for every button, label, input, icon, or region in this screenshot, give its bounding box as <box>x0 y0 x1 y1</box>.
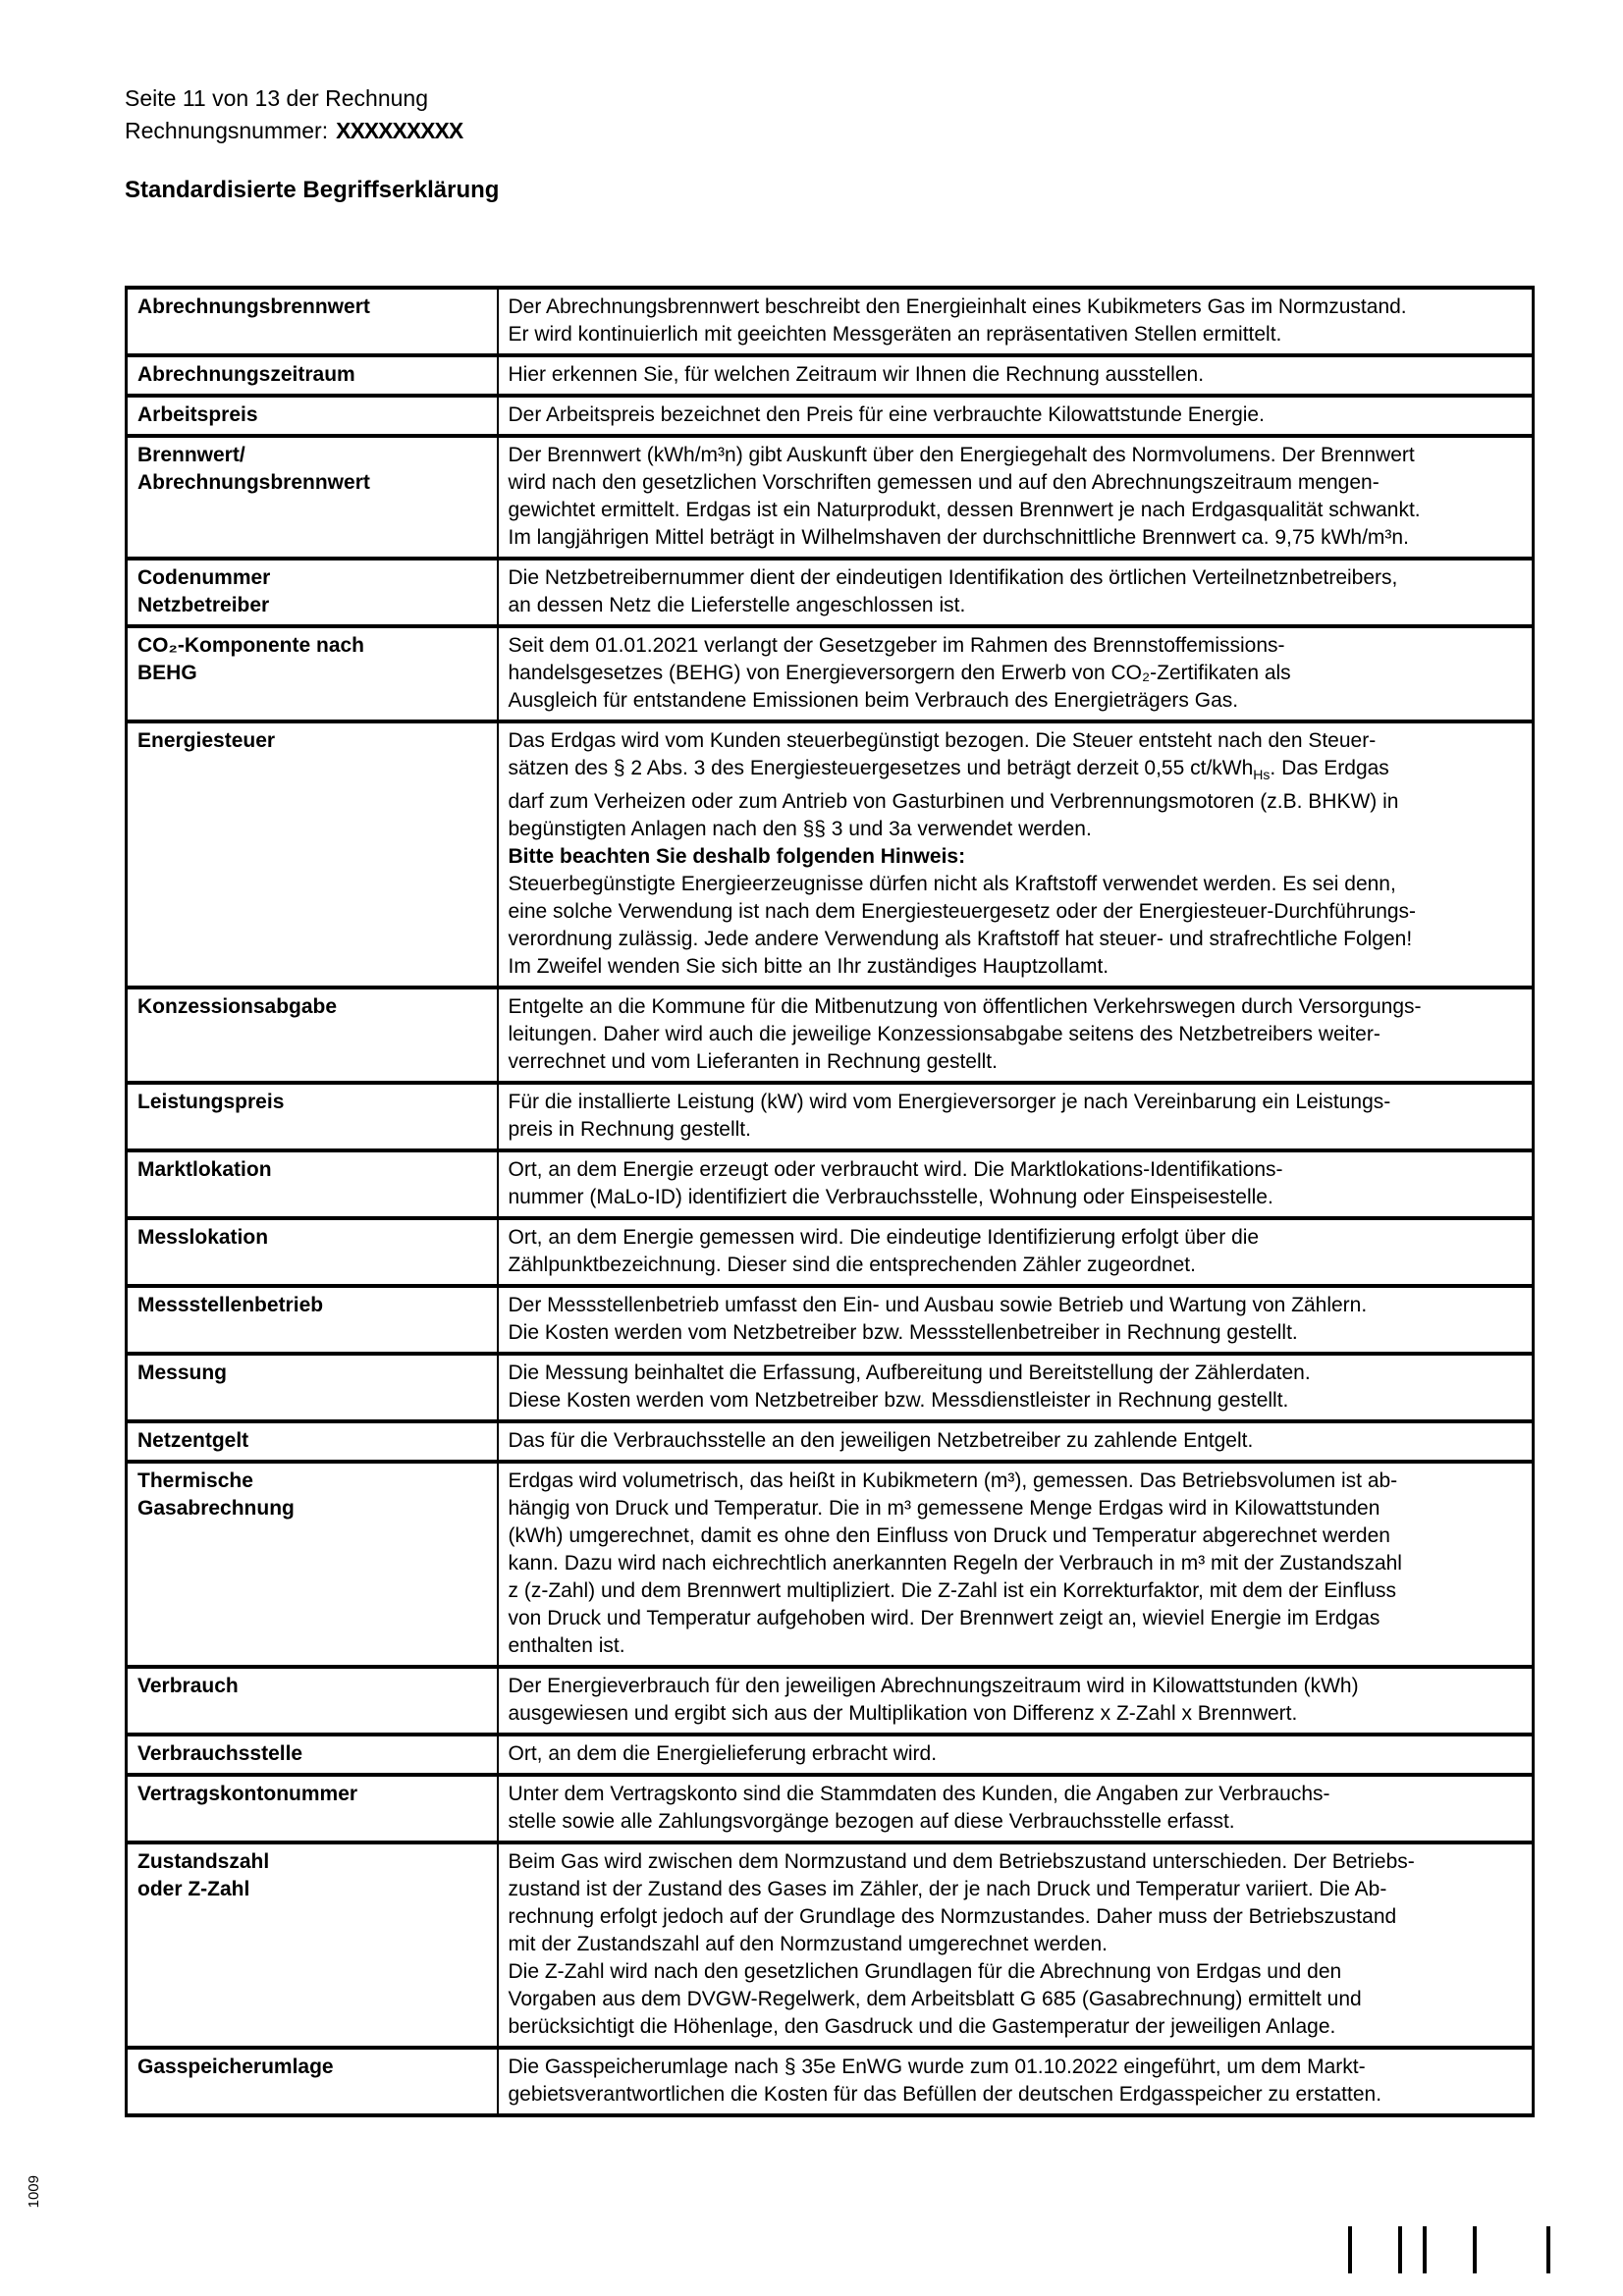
definition-cell: Der Arbeitspreis bezeichnet den Preis für eine verbrauchte Kilowattstunde Energie. <box>498 396 1534 436</box>
definition-cell: Das Erdgas wird vom Kunden steuerbegünstigt bezogen. Die Steuer entsteht nach den Steuer- sätzen des § 2 Abs. 3 des Energiesteuergesetzes und beträgt derzeit 0,55 ct/kWh$_{Hs}$. Das Erdgas darf zum Verheizen oder zum Antrieb von Gasturbinen und Verbrennungsmotoren (z.B. BHKW) in begünstigten Anlagen nach den §§ 3 und 3a verwendet werden. Bitte beachten Sie deshalb folgenden Hinweis: Steuerbegünstigte Energieerzeugnisse dürfen nicht als Kraftstoff verwendet werden. Es sei denn, eine solche Verwendung ist nach dem Energiesteuergesetz oder der Energiesteuer-Durchführungs- verordnung zulässig. Jede andere Verwendung als Kraftstoff hat steuer- und strafrechtliche Folgen! Im Zweifel wenden Sie sich bitte an Ihr zuständiges Hauptzollamt. <box>498 721 1534 988</box>
glossary-row <box>127 1218 1534 1286</box>
definition-cell: Beim Gas wird zwischen dem Normzustand und dem Betriebszustand unterschieden. Der Betriebs- zustand ist der Zustand des Gases im Zähler, der je nach Druck und Temperatur variiert. Die Ab- rechnung erfolgt jedoch auf der Grundlage des Normzustandes. Daher muss der Betriebszustand mit der Zustandszahl auf den Normzustand umgerechnet werden. Die Z-Zahl wird nach den gesetzlichen Grundlagen für die Abrechnung von Erdgas und den Vorgaben aus dem DVGW-Regelwerk, dem Arbeitsblatt G 685 (Gasabrechnung) ermittelt und berücksichtigt die Höhenlage, den Gasdruck und die Gastemperatur der jeweiligen Anlage. <box>498 1842 1534 2048</box>
glossary-row <box>127 626 1534 721</box>
definition-cell: Die Gasspeicherumlage nach § 35e EnWG wurde zum 01.10.2022 eingeführt, um dem Markt- gebietsverantwortlichen die Kosten für das Befüllen der deutschen Erdgasspeicher zu erstatten. <box>498 2048 1534 2115</box>
term-cell: Messung <box>127 1354 498 1421</box>
registration-mark <box>1423 2226 1427 2273</box>
glossary-row <box>127 988 1534 1083</box>
term-cell: Messstellenbetrieb <box>127 1286 498 1354</box>
registration-mark <box>1398 2226 1402 2273</box>
definition-cell: Ort, an dem die Energielieferung erbracht wird. <box>498 1735 1534 1775</box>
invoice-number-label: Rechnungsnummer: <box>125 118 329 143</box>
glossary-row <box>127 1354 1534 1421</box>
definition-cell: Das für die Verbrauchsstelle an den jeweiligen Netzbetreiber zu zahlende Entgelt. <box>498 1421 1534 1462</box>
definition-cell: Ort, an dem Energie gemessen wird. Die eindeutige Identifizierung erfolgt über die Zählpunktbezeichnung. Dieser sind die entsprechenden Zähler zugeordnet. <box>498 1218 1534 1286</box>
term-cell: Zustandszahl oder Z-Zahl <box>127 1842 498 2048</box>
glossary-row <box>127 1462 1534 1667</box>
glossary-row <box>127 288 1534 355</box>
glossary-row <box>127 355 1534 396</box>
term-cell: Leistungspreis <box>127 1083 498 1150</box>
term-cell: Konzessionsabgabe <box>127 988 498 1083</box>
definition-cell: Entgelte an die Kommune für die Mitbenutzung von öffentlichen Verkehrswegen durch Versorgungs- leitungen. Daher wird auch die jeweilige Konzessionsabgabe seitens des Netzbetreibers weiter- verrechnet und vom Lieferanten in Rechnung gestellt. <box>498 988 1534 1083</box>
term-cell: Arbeitspreis <box>127 396 498 436</box>
definition-cell: Der Energieverbrauch für den jeweiligen Abrechnungszeitraum wird in Kilowattstunden (kWh) ausgewiesen und ergibt sich aus der Multiplikation von Differenz x Z-Zahl x Brennwert. <box>498 1667 1534 1735</box>
definition-cell: Unter dem Vertragskonto sind die Stammdaten des Kunden, die Angaben zur Verbrauchs- stelle sowie alle Zahlungsvorgänge bezogen auf diese Verbrauchsstelle erfasst. <box>498 1775 1534 1842</box>
glossary-row <box>127 1667 1534 1735</box>
registration-mark <box>1546 2226 1550 2273</box>
definition-cell: Der Brennwert (kWh/m³n) gibt Auskunft über den Energiegehalt des Normvolumens. Der Brennwert wird nach den gesetzlichen Vorschriften gemessen und auf den Abrechnungszeitraum mengen- gewichtet ermittelt. Erdgas ist ein Naturprodukt, dessen Brennwert je nach Erdgasqualität schwankt. Im langjährigen Mittel beträgt in Wilhelmshaven der durchschnittliche Brennwert ca. 9,75 kWh/m³n. <box>498 436 1534 559</box>
term-cell: Verbrauch <box>127 1667 498 1735</box>
glossary-row <box>127 721 1534 988</box>
registration-mark <box>1348 2226 1352 2273</box>
invoice-number-value: XXXXXXXXX <box>336 118 463 143</box>
glossary-row <box>127 1735 1534 1775</box>
glossary-table <box>125 286 1535 2117</box>
glossary-row <box>127 2048 1534 2115</box>
registration-mark <box>1473 2226 1477 2273</box>
definition-cell: Seit dem 01.01.2021 verlangt der Gesetzgeber im Rahmen des Brennstoffemissions- handelsgesetzes (BEHG) von Energieversorgern den Erwerb von CO₂-Zertifikaten als Ausgleich für entstandene Emissionen beim Verbrauch des Energieträgers Gas. <box>498 626 1534 721</box>
term-cell: Messlokation <box>127 1218 498 1286</box>
definition-cell: Ort, an dem Energie erzeugt oder verbraucht wird. Die Marktlokations-Identifikations- nummer (MaLo-ID) identifiziert die Verbrauchsstelle, Wohnung oder Einspeisestelle. <box>498 1150 1534 1218</box>
term-cell: Abrechnungsbrennwert <box>127 288 498 355</box>
term-cell: Gasspeicherumlage <box>127 2048 498 2115</box>
page-indicator: Seite 11 von 13 der Rechnung <box>125 85 429 111</box>
glossary-row <box>127 396 1534 436</box>
glossary-row <box>127 436 1534 559</box>
definition-cell: Die Messung beinhaltet die Erfassung, Aufbereitung und Bereitstellung der Zählerdaten. Diese Kosten werden vom Netzbetreiber bzw. Messdienstleister in Rechnung gestellt. <box>498 1354 1534 1421</box>
glossary-row <box>127 1150 1534 1218</box>
term-cell: Codenummer Netzbetreiber <box>127 559 498 626</box>
registration-marks <box>0 2226 1623 2273</box>
term-cell: CO₂-Komponente nach BEHG <box>127 626 498 721</box>
glossary-row <box>127 1083 1534 1150</box>
definition-cell: Die Netzbetreibernummer dient der eindeutigen Identifikation des örtlichen Verteilnetznbetreibers, an dessen Netz die Lieferstelle angeschlossen ist. <box>498 559 1534 626</box>
definition-cell: Hier erkennen Sie, für welchen Zeitraum wir Ihnen die Rechnung ausstellen. <box>498 355 1534 396</box>
definition-cell: Der Abrechnungsbrennwert beschreibt den Energieinhalt eines Kubikmeters Gas im Normzustand. Er wird kontinuierlich mit geeichten Messgeräten an repräsentativen Stellen ermittelt. <box>498 288 1534 355</box>
term-cell: Energiesteuer <box>127 721 498 988</box>
term-cell: Netzentgelt <box>127 1421 498 1462</box>
definition-cell: Der Messstellenbetrieb umfasst den Ein- und Ausbau sowie Betrieb und Wartung von Zählern. Die Kosten werden vom Netzbetreiber bzw. Messstellenbetreiber in Rechnung gestellt. <box>498 1286 1534 1354</box>
term-cell: Abrechnungszeitraum <box>127 355 498 396</box>
term-cell: Marktlokation <box>127 1150 498 1218</box>
term-cell: Thermische Gasabrechnung <box>127 1462 498 1667</box>
glossary-body <box>127 288 1534 2115</box>
definition-cell: Für die installierte Leistung (kW) wird vom Energieversorger je nach Vereinbarung ein Leistungs- preis in Rechnung gestellt. <box>498 1083 1534 1150</box>
term-cell: Verbrauchsstelle <box>127 1735 498 1775</box>
glossary-row <box>127 1421 1534 1462</box>
term-cell: Vertragskontonummer <box>127 1775 498 1842</box>
glossary-row <box>127 1842 1534 2048</box>
term-cell: Brennwert/ Abrechnungsbrennwert <box>127 436 498 559</box>
definition-cell: Erdgas wird volumetrisch, das heißt in Kubikmetern (m³), gemessen. Das Betriebsvolumen ist ab- hängig von Druck und Temperatur. Die in m³ gemessene Menge Erdgas wird in Kilowattstunden (kWh) umgerechnet, damit es ohne den Einfluss von Druck und Temperatur abgerechnet werden kann. Dazu wird nach eichrechtlich anerkannten Regeln der Verbrauch in m³ mit der Zustandszahl z (z-Zahl) und dem Brennwert multipliziert. Die Z-Zahl ist ein Korrekturfaktor, mit dem der Einfluss von Druck und Temperatur aufgehoben wird. Der Brennwert zeigt an, wieviel Energie im Erdgas enthalten ist. <box>498 1462 1534 1667</box>
glossary-row <box>127 559 1534 626</box>
glossary-row <box>127 1286 1534 1354</box>
glossary-row <box>127 1775 1534 1842</box>
page-header <box>125 82 462 147</box>
form-code: 1009 <box>26 2175 42 2209</box>
invoice-number-line <box>125 115 462 147</box>
page-title: Standardisierte Begriffserklärung <box>125 177 500 203</box>
